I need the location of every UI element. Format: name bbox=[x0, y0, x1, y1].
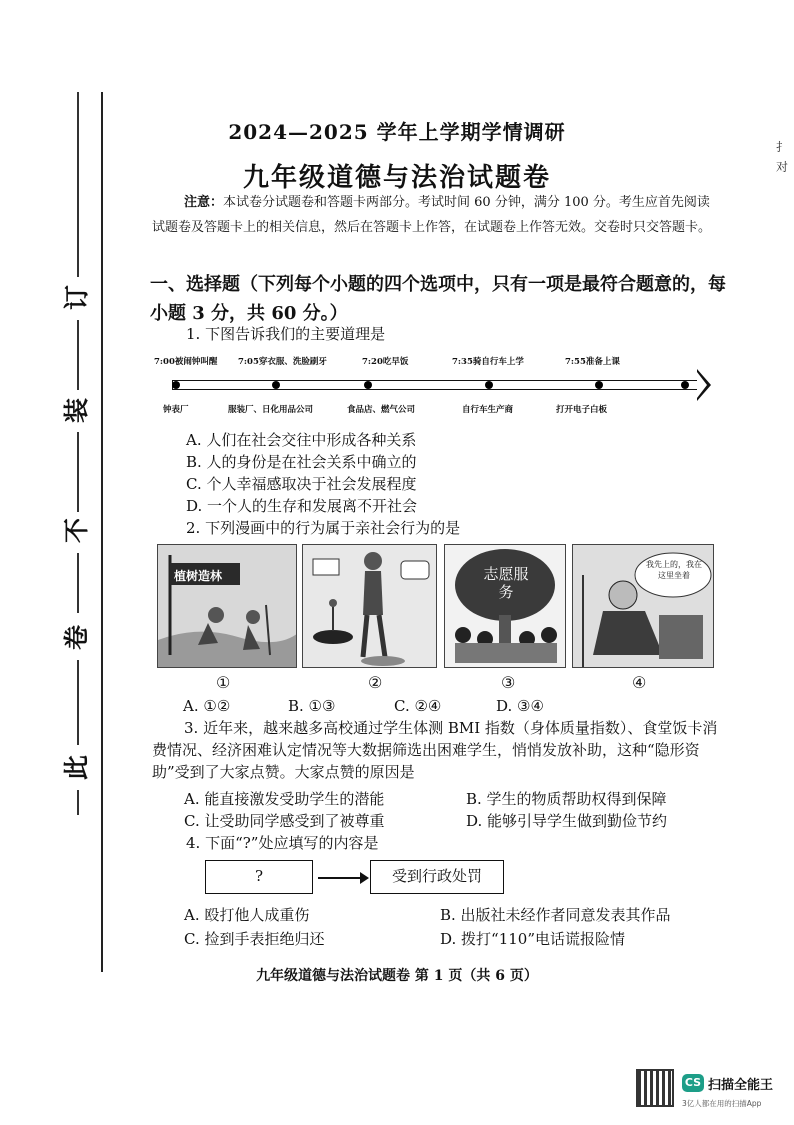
comic-panel-4 bbox=[572, 544, 714, 668]
comic-tree-planting-illustration bbox=[158, 545, 297, 668]
flow-arrow bbox=[318, 877, 364, 879]
flow-box-result: 受到行政处罚 bbox=[370, 860, 504, 894]
q1-option-d: D. 一个人的生存和发展离不开社会 bbox=[186, 497, 418, 515]
timeline-place: 服装厂、日化用品公司 bbox=[228, 405, 314, 415]
panel-number: ① bbox=[216, 673, 231, 692]
q4-option-d: D. 拨打“110”电话谎报险情 bbox=[440, 930, 625, 948]
q3-option-d: D. 能够引导学生做到勤俭节约 bbox=[466, 812, 668, 830]
section-heading: 一、选择题（下列每个小题的四个选项中，只有一项是最符合题意的，每小题 3 分，共 60 分。） bbox=[150, 274, 726, 324]
corner-fragment: 扌 bbox=[776, 140, 789, 154]
q2-option-c: C. ②④ bbox=[394, 697, 442, 715]
notice-label: 注意： bbox=[184, 195, 224, 210]
timeline-time: 7:05穿衣服、洗脸刷牙 bbox=[238, 357, 327, 367]
q1-option-c: C. 个人幸福感取决于社会发展程度 bbox=[186, 475, 417, 493]
exam-notice bbox=[152, 190, 722, 240]
qr-code bbox=[636, 1069, 674, 1107]
camscanner-name: 扫描全能王 bbox=[708, 1078, 774, 1093]
q4-option-a: A. 殴打他人成重伤 bbox=[184, 906, 310, 924]
timeline-dot bbox=[364, 381, 372, 389]
panel-1-sign-text: 植树造林 bbox=[174, 569, 223, 583]
question-1-stem: 1. 下图告诉我们的主要道理是 bbox=[186, 325, 386, 343]
exam-year-title: 2024—2025 学年上学期学情调研 bbox=[228, 120, 566, 144]
panel-number: ④ bbox=[632, 673, 647, 692]
comic-panel-1 bbox=[157, 544, 297, 668]
question-4-stem: 4. 下面“?”处应填写的内容是 bbox=[186, 834, 379, 852]
camscanner-tagline: 3亿人都在用的扫描App bbox=[682, 1099, 762, 1108]
comic-panel-2 bbox=[302, 544, 437, 668]
q3-option-c: C. 让受助同学感受到了被尊重 bbox=[184, 812, 385, 830]
binding-char: 订 bbox=[62, 284, 92, 311]
q2-option-d: D. ③④ bbox=[496, 697, 544, 715]
q2-option-b: B. ①③ bbox=[288, 697, 336, 715]
binding-dash bbox=[77, 660, 79, 745]
binding-dash bbox=[77, 320, 79, 390]
timeline-place: 食品店、燃气公司 bbox=[347, 405, 416, 415]
camscanner-logo: CS bbox=[682, 1074, 704, 1092]
q3-option-b: B. 学生的物质帮助权得到保障 bbox=[466, 790, 667, 808]
q4-option-b: B. 出版社未经作者同意发表其作品 bbox=[440, 906, 671, 924]
timeline-dot bbox=[485, 381, 493, 389]
timeline-arrow bbox=[172, 380, 700, 390]
flow-arrowhead bbox=[360, 872, 369, 884]
timeline-time: 7:20吃早饭 bbox=[362, 357, 409, 367]
corner-fragment: 对 bbox=[776, 160, 789, 174]
timeline-time: 7:55准备上课 bbox=[565, 357, 620, 367]
timeline-dot bbox=[595, 381, 603, 389]
comic-panel-3 bbox=[444, 544, 566, 668]
panel-3-bubble-text: 志愿服务 bbox=[483, 565, 529, 601]
binding-dash bbox=[77, 553, 79, 613]
q4-option-c: C. 捡到手表拒绝归还 bbox=[184, 930, 325, 948]
q3-option-a: A. 能直接激发受助学生的潜能 bbox=[184, 790, 385, 808]
notice-text: 本试卷分试题卷和答题卡两部分。考试时间 60 分钟，满分 100 分。考生应首先阅读试题卷及答题卡上的相关信息，然后在答题卡上作答，在试题卷上作答无效。交卷时只交答题卡。 bbox=[152, 195, 712, 235]
binding-dash bbox=[77, 432, 79, 512]
timeline-place: 自行车生产商 bbox=[462, 405, 514, 415]
timeline-place: 钟表厂 bbox=[163, 405, 189, 415]
question-3-stem: 3. 近年来，越来越多高校通过学生体测 BMI 指数（身体质量指数）、食堂饭卡消费情况、经济困难认定情况等大数据筛选出困难学生，悄悄发放补助，这种“隐形资助”受到了大家点赞。大家点赞的原因是 bbox=[152, 719, 718, 781]
timeline-time: 7:35骑自行车上学 bbox=[452, 357, 524, 367]
binding-char: 卷 bbox=[62, 624, 92, 651]
panel-number: ② bbox=[368, 673, 383, 692]
timeline-dot bbox=[172, 381, 180, 389]
q1-option-b: B. 人的身份是在社会关系中确立的 bbox=[186, 453, 417, 471]
question-2-stem: 2. 下列漫画中的行为属于亲社会行为的是 bbox=[186, 519, 461, 537]
panel-4-bubble-text: 我先上的，我在这里坐着 bbox=[646, 560, 702, 580]
binding-dash bbox=[77, 790, 79, 815]
timeline-dot bbox=[681, 381, 689, 389]
binding-char: 装 bbox=[62, 397, 92, 424]
q2-option-a: A. ①② bbox=[183, 697, 231, 715]
flow-box-unknown: ? bbox=[205, 860, 313, 894]
comic-manhole-illustration bbox=[303, 545, 437, 668]
q1-option-a: A. 人们在社会交往中形成各种关系 bbox=[186, 431, 417, 449]
timeline-place: 打开电子白板 bbox=[556, 405, 608, 415]
binding-char: 此 bbox=[62, 754, 92, 781]
panel-number: ③ bbox=[501, 673, 516, 692]
page-footer: 九年级道德与法治试题卷 第 1 页（共 6 页） bbox=[256, 968, 538, 984]
binding-char: 不 bbox=[62, 517, 92, 544]
exam-main-title: 九年级道德与法治试题卷 bbox=[242, 163, 551, 193]
binding-line bbox=[101, 92, 103, 972]
timeline-dot bbox=[272, 381, 280, 389]
comic-volunteer-illustration bbox=[445, 545, 566, 668]
timeline-time: 7:00被闹钟叫醒 bbox=[154, 357, 218, 367]
